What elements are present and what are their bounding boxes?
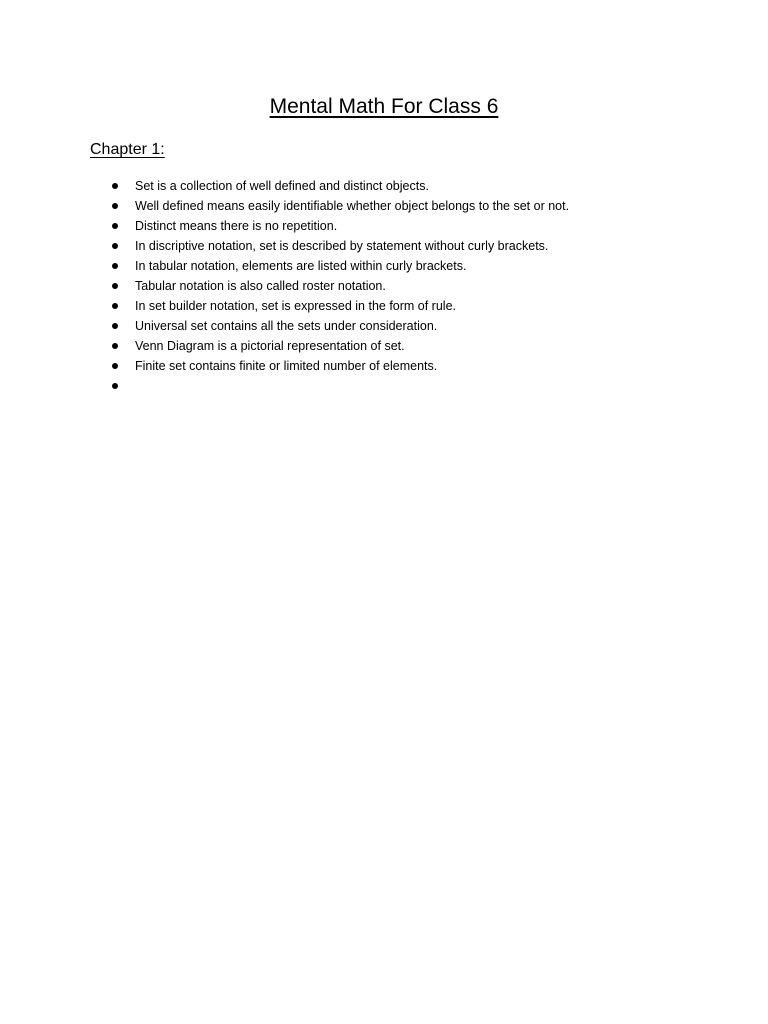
bullet-icon [112,303,118,309]
bullet-icon [112,183,118,189]
list-item-text: In tabular notation, elements are listed within curly brackets. [135,259,467,273]
chapter-heading: Chapter 1: [90,141,165,158]
list-item-text: Tabular notation is also called roster notation. [135,279,386,293]
bullet-icon [112,203,118,209]
list-item-text: Set is a collection of well defined and distinct objects. [135,179,429,193]
bullet-icon [112,343,118,349]
bullet-icon [112,383,118,389]
bullet-icon [112,243,118,249]
bullet-icon [112,283,118,289]
document-title: Mental Math For Class 6 [269,95,499,118]
list-item-text: In discriptive notation, set is described by statement without curly brackets. [135,239,549,253]
bullet-icon [112,223,118,229]
bullet-icon [112,263,118,269]
list-item-text: Venn Diagram is a pictorial representation of set. [135,339,405,353]
list-item-text: Distinct means there is no repetition. [135,219,338,233]
list-item-text: Universal set contains all the sets under consideration. [135,319,438,333]
bullet-icon [112,363,118,369]
list-item-text: In set builder notation, set is expressed in the form of rule. [135,299,457,313]
list-item-text: Well defined means easily identifiable whether object belongs to the set or not. [135,199,570,213]
list-item-text: Finite set contains finite or limited number of elements. [135,359,438,373]
bullet-icon [112,323,118,329]
